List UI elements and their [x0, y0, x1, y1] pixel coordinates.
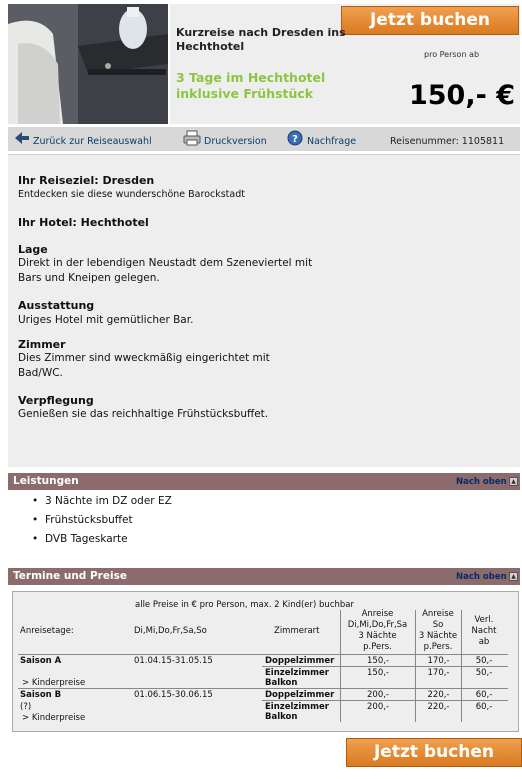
- room-type: Doppelzimmer: [265, 690, 335, 700]
- svg-text:?: ?: [292, 134, 298, 145]
- price-cell: 150,-: [367, 668, 389, 678]
- inquiry-link[interactable]: Nachfrage: [307, 136, 357, 147]
- location-heading: Lage: [18, 243, 48, 256]
- price-cell: 170,-: [427, 668, 450, 678]
- book-now-button-bottom[interactable]: Jetzt buchen: [346, 738, 522, 767]
- collapse-icon[interactable]: ▲: [509, 477, 518, 486]
- question-icon[interactable]: [287, 130, 303, 146]
- amenities-heading: Ausstattung: [18, 299, 95, 312]
- price-note: pro Person ab: [424, 50, 480, 59]
- destination-heading: Ihr Reiseziel: Dresden: [18, 174, 155, 187]
- service-item: • Frühstücksbuffet: [45, 514, 133, 526]
- catering-text: Genießen sie das reichhaltige Frühstücksbuffet.: [18, 408, 269, 420]
- page-title: Kurzreise nach Dresden ins Hechthotel: [176, 26, 346, 53]
- divider: [18, 654, 508, 655]
- season-name: Saison A: [20, 656, 62, 666]
- back-link[interactable]: Zurück zur Reiseauswahl: [33, 136, 152, 147]
- back-arrow-icon[interactable]: [14, 130, 30, 146]
- child-prices-link[interactable]: > Kinderpreise: [22, 678, 86, 688]
- room-type-detail: Balkon: [265, 712, 298, 722]
- room-type-label: Zimmerart: [274, 626, 320, 636]
- price-cell: 200,-: [367, 702, 389, 712]
- trip-subtitle: 3 Tage im Hechthotel inklusive Frühstück: [176, 70, 326, 101]
- service-item: • 3 Nächte im DZ oder EZ: [45, 495, 172, 507]
- catering-heading: Verpflegung: [18, 394, 94, 407]
- room-type: Doppelzimmer: [265, 656, 335, 666]
- price-cell: 170,-: [427, 656, 450, 666]
- hotel-photo: [8, 4, 168, 124]
- dates-top-link[interactable]: Nach oben: [456, 572, 507, 582]
- destination-text: Entdecken sie diese wunderschöne Barockstadt: [18, 189, 245, 200]
- price-cell: 150,-: [367, 656, 389, 666]
- price-cell: 60,-: [475, 690, 493, 700]
- collapse-icon[interactable]: ▲: [509, 572, 518, 581]
- season-dates: 01.04.15-31.05.15: [134, 656, 213, 666]
- service-item: • DVB Tageskarte: [45, 533, 128, 545]
- price-note: alle Preise in € pro Person, max. 2 Kind(er) buchbar: [135, 600, 354, 610]
- amenities-text: Uriges Hotel mit gemütlicher Bar.: [18, 314, 194, 326]
- book-now-button-top[interactable]: Jetzt buchen: [341, 6, 519, 35]
- rooms-heading: Zimmer: [18, 338, 66, 351]
- col-header-extension: Verl. Nacht ab: [471, 615, 497, 647]
- room-type: Einzelzimmer: [265, 702, 329, 712]
- season-dates: 01.06.15-30.06.15: [134, 690, 213, 700]
- services-top-link[interactable]: Nach oben: [456, 477, 507, 487]
- location-text-1: Direkt in der lebendigen Neustadt dem Szeneviertel mit: [18, 257, 313, 269]
- arrival-days-value: Di,Mi,Do,Fr,Sa,So: [134, 626, 207, 636]
- travel-number: Reisenummer: 1105811: [390, 136, 505, 147]
- services-title: Leistungen: [13, 475, 79, 487]
- season-extra: (?): [20, 702, 32, 712]
- price-cell: 60,-: [475, 702, 493, 712]
- hotel-heading: Ihr Hotel: Hechthotel: [18, 216, 149, 229]
- divider: [18, 688, 508, 689]
- col-header-sunday: Anreise So 3 Nächte p.Pers.: [418, 609, 458, 652]
- arrival-days-label: Anreisetage:: [20, 626, 74, 636]
- printer-icon[interactable]: [183, 130, 199, 146]
- location-text-2: Bars und Kneipen gelegen.: [18, 272, 160, 284]
- price-cell: 220,-: [427, 702, 450, 712]
- rooms-text-1: Dies Zimmer sind wweckmäßig eingerichtet mit: [18, 352, 270, 364]
- child-prices-link[interactable]: > Kinderpreise: [22, 713, 86, 723]
- divider: [262, 666, 508, 667]
- room-type: Einzelzimmer: [265, 668, 329, 678]
- print-link[interactable]: Druckversion: [204, 136, 267, 147]
- rooms-text-2: Bad/WC.: [18, 367, 63, 379]
- divider: [262, 700, 508, 701]
- season-name: Saison B: [20, 690, 62, 700]
- price: 150,- €: [408, 80, 515, 111]
- services-section-bar: [8, 473, 520, 490]
- price-cell: 200,-: [367, 690, 389, 700]
- col-header-weekday: Anreise Di,Mi,Do,Fr,Sa 3 Nächte p.Pers.: [347, 609, 408, 652]
- dates-title: Termine und Preise: [13, 570, 127, 582]
- price-cell: 50,-: [475, 668, 493, 678]
- price-cell: 220,-: [427, 690, 450, 700]
- room-type-detail: Balkon: [265, 678, 298, 688]
- price-cell: 50,-: [475, 656, 493, 666]
